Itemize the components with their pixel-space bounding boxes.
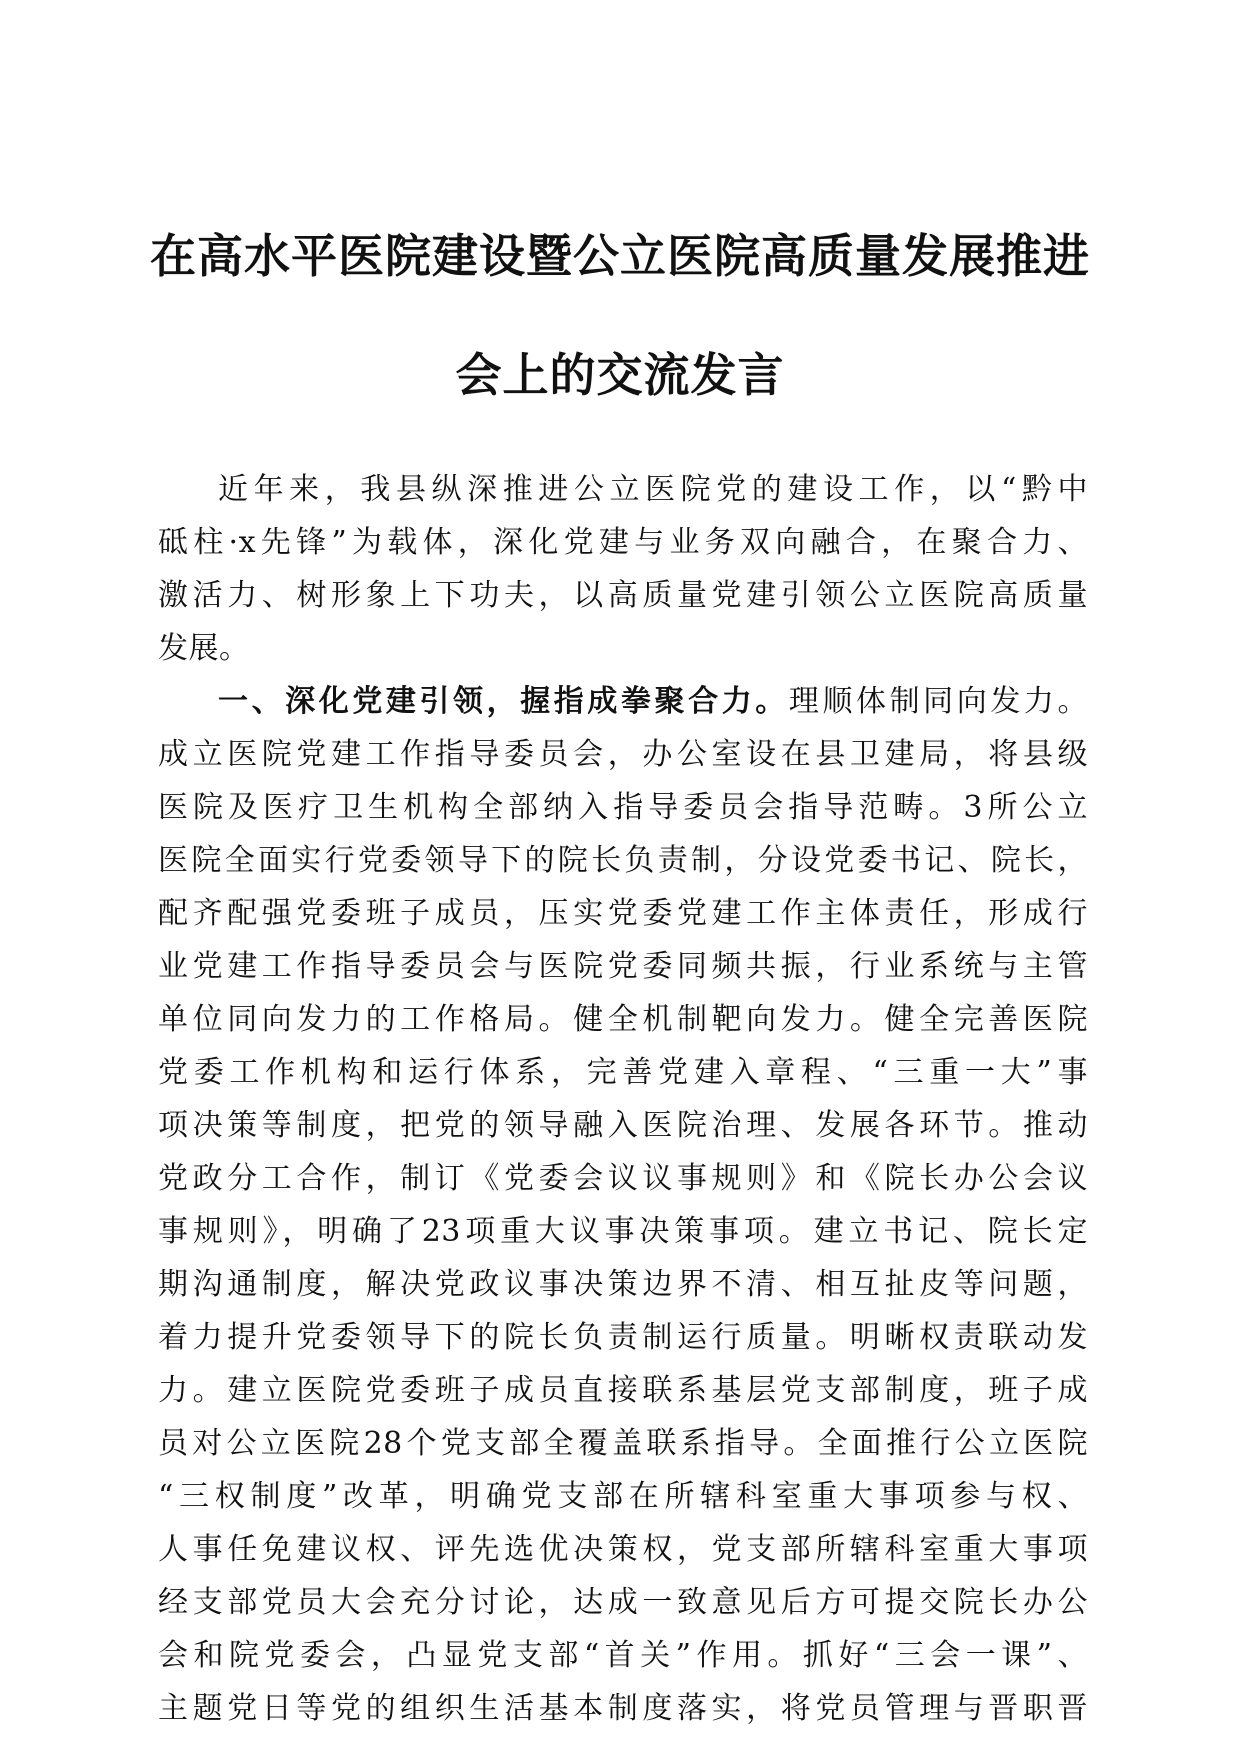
section1-line: 党委工作机构和运行体系，完善党建入章程、“三重一大”事 [158,1055,1088,1090]
intro-line-2: 砥柱·x先锋”为载体，深化党建与业务双向融合，在聚合力、 [158,525,1088,560]
section1-line: 力。建立医院党委班子成员直接联系基层党支部制度，班子成 [158,1373,1088,1408]
intro-line-4: 发展。 [158,631,250,666]
section1-line: 会和院党委会，凸显党支部“首关”作用。抓好“三会一课”、 [158,1638,1088,1673]
document-title-line-2: 会上的交流发言 [455,348,785,402]
section1-line: 配齐配强党委班子成员，压实党委党建工作主体责任，形成行 [158,896,1088,931]
section1-line: 项决策等制度，把党的领导融入医院治理、发展各环节。推动 [158,1108,1088,1143]
document-title-line-1: 在高水平医院建设暨公立医院高质量发展推进 [150,229,1090,283]
section1-line: 期沟通制度，解决党政议事决策边界不清、相互扯皮等问题， [158,1267,1088,1302]
section1-line: 单位同向发力的工作格局。健全机制靶向发力。健全完善医院 [158,1002,1088,1037]
section1-line: 医院全面实行党委领导下的院长负责制，分设党委书记、院长， [158,843,1088,878]
intro-line-1: 近年来，我县纵深推进公立医院党的建设工作，以“黔中 [218,472,1088,507]
section1-line: 人事任免建议权、评先选优决策权，党支部所辖科室重大事项 [158,1532,1088,1567]
section1-line: 医院及医疗卫生机构全部纳入指导委员会指导范畴。3所公立 [158,790,1088,825]
section1-line: 事规则》，明确了23项重大议事决策事项。建立书记、院长定 [158,1214,1088,1249]
intro-line-3: 激活力、树形象上下功夫，以高质量党建引领公立医院高质量 [158,578,1088,613]
section1-heading: 一、深化党建引领，握指成拳聚合力。 [218,684,789,719]
section1-line: 党政分工合作，制订《党委会议议事规则》和《院长办公会议 [158,1161,1088,1196]
section1-first-line [218,682,1088,722]
section1-line: 业党建工作指导委员会与医院党委同频共振，行业系统与主管 [158,949,1088,984]
section1-line: “三权制度”改革，明确党支部在所辖科室重大事项参与权、 [158,1479,1088,1514]
section1-line: 经支部党员大会充分讨论，达成一致意见后方可提交院长办公 [158,1585,1088,1620]
section1-line: 着力提升党委领导下的院长负责制运行质量。明晰权责联动发 [158,1320,1088,1355]
section1-line: 成立医院党建工作指导委员会，办公室设在县卫建局，将县级 [158,737,1088,772]
section1-line: 主题党日等党的组织生活基本制度落实，将党员管理与晋职晋 [158,1691,1088,1726]
section1-line: 员对公立医院28个党支部全覆盖联系指导。全面推行公立医院 [158,1426,1088,1461]
section1-first-line-rest: 理顺体制同向发力。 [788,684,1088,719]
